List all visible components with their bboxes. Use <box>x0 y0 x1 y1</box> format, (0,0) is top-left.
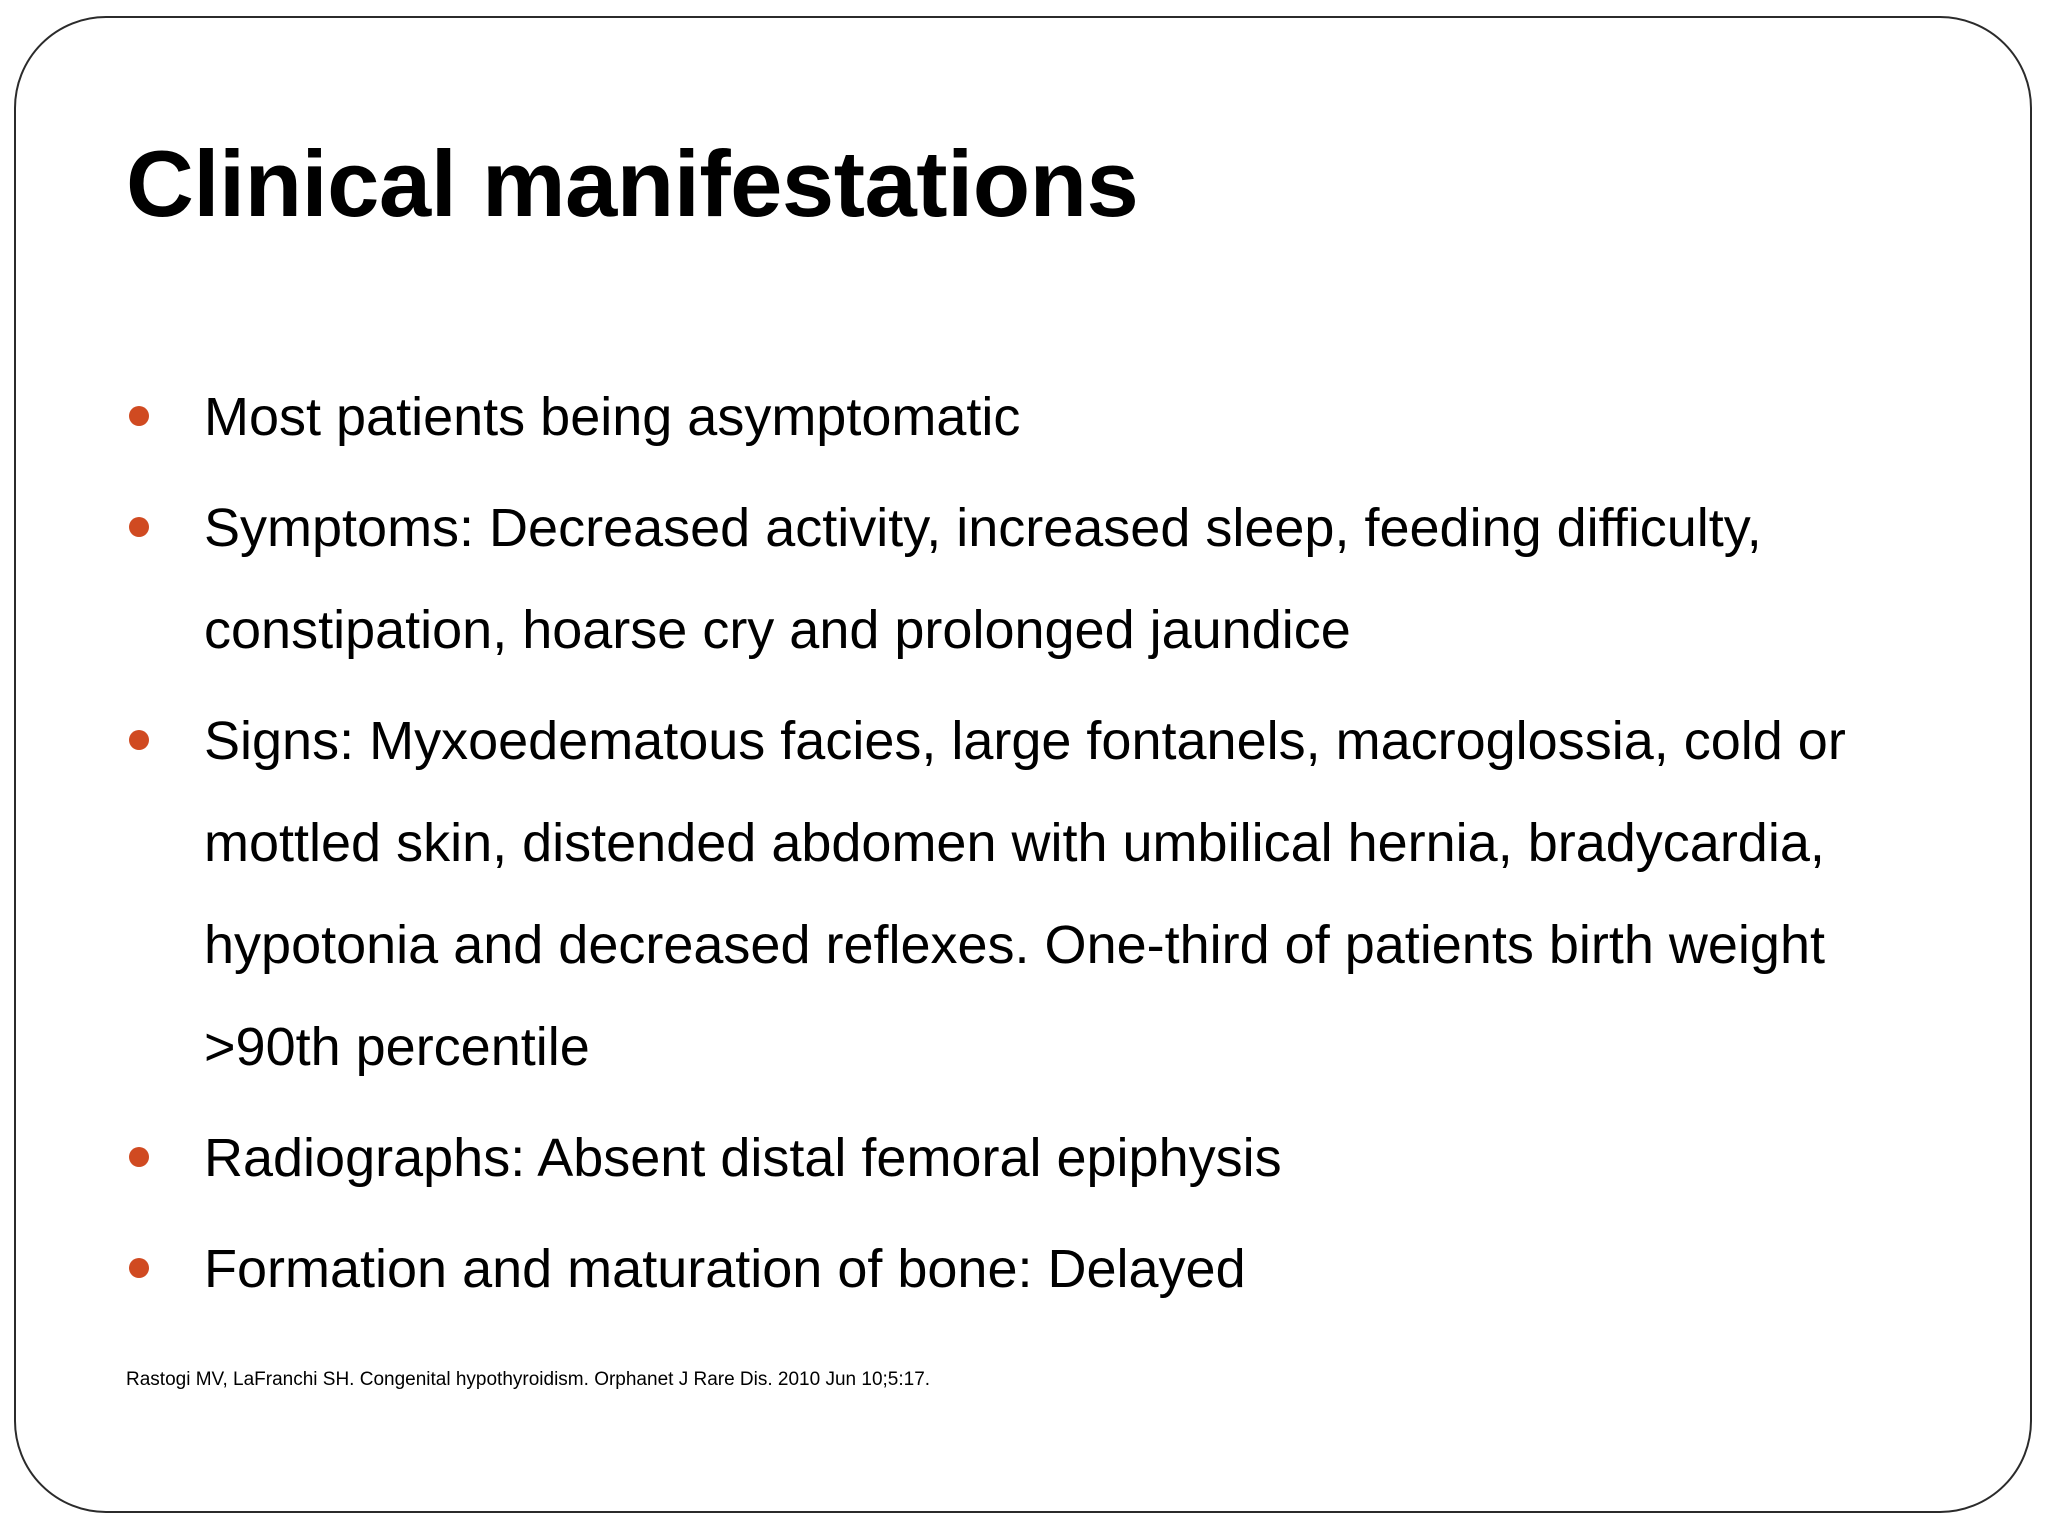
bullet-text: Radiographs: Absent distal femoral epiphysis <box>204 1128 1282 1188</box>
bullet-dot-icon <box>129 1258 149 1278</box>
bullet-dot-icon <box>129 730 149 750</box>
bullet-item <box>126 690 1926 1098</box>
bullet-text: Symptoms: Decreased activity, increased sleep, feeding difficulty, constipation, hoarse cry and prolonged jaundice <box>204 498 1762 660</box>
bullet-text: Signs: Myxoedematous facies, large fontanels, macroglossia, cold or mottled skin, distended abdomen with umbilical hernia, bradycardia, hypotonia and decreased reflexes. One-third of patients birth weight >90th percentile <box>204 711 1846 1077</box>
citation: Rastogi MV, LaFranchi SH. Congenital hypothyroidism. Orphanet J Rare Dis. 2010 Jun 10;5:17. <box>126 1369 931 1390</box>
bullet-dot-icon <box>129 1147 149 1167</box>
bullet-list <box>126 366 1926 1329</box>
bullet-dot-icon <box>129 406 149 426</box>
bullet-item <box>126 1107 1926 1209</box>
bullet-item <box>126 1218 1926 1320</box>
bullet-text: Most patients being asymptomatic <box>204 387 1021 447</box>
slide-title: Clinical manifestations <box>126 131 1139 236</box>
bullet-text: Formation and maturation of bone: Delayed <box>204 1239 1246 1299</box>
bullet-dot-icon <box>129 517 149 537</box>
bullet-item <box>126 477 1926 681</box>
bullet-item <box>126 366 1926 468</box>
